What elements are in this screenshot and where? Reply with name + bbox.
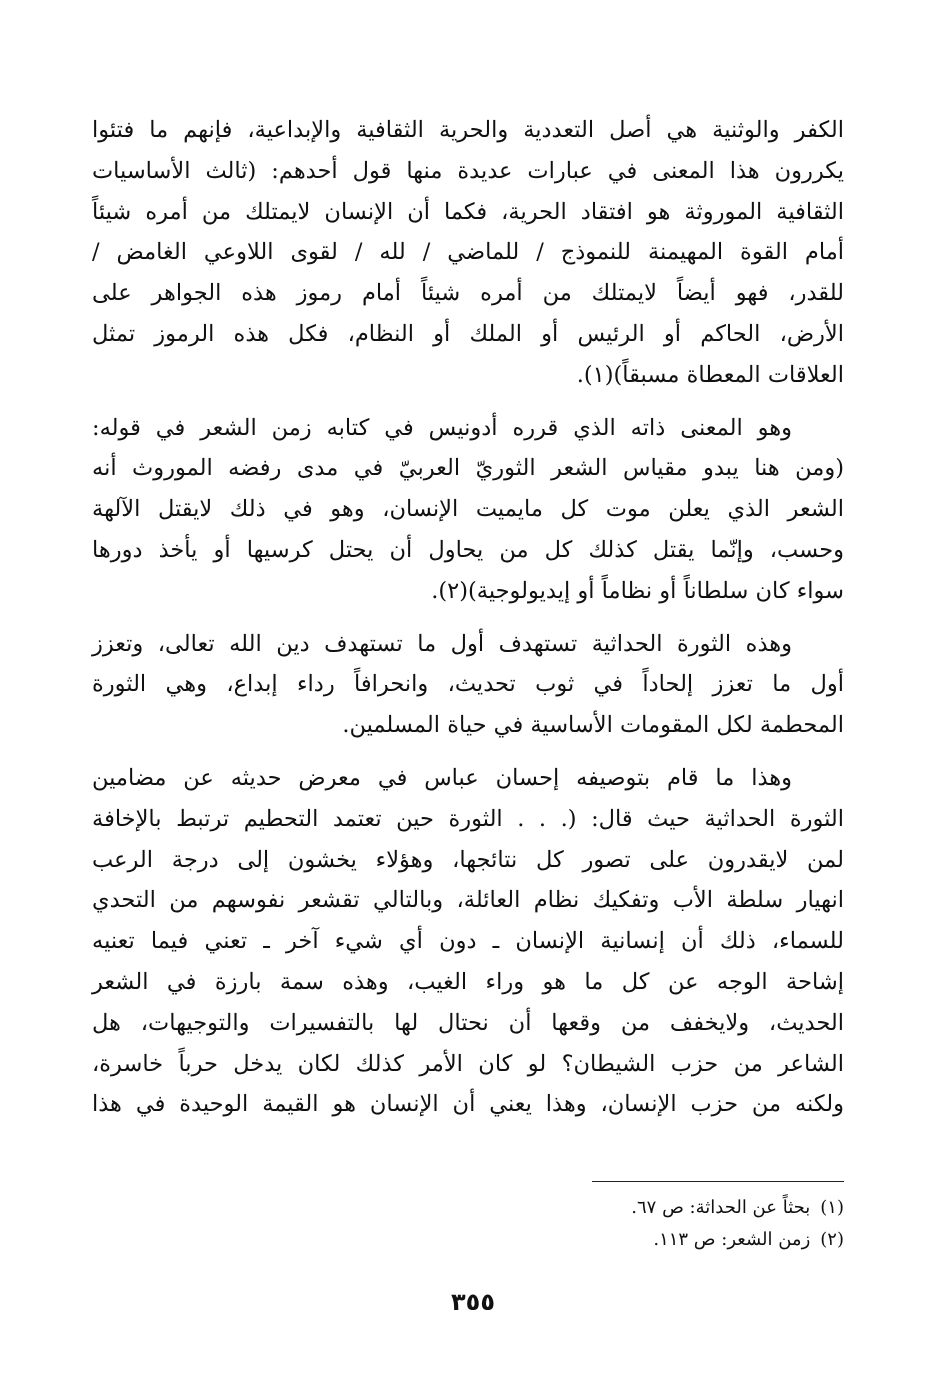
footnote-number: (٢) bbox=[820, 1229, 844, 1250]
text-line: إشاحة الوجه عن كل ما هو وراء الغيب، وهذه سمة بارزة في الشعر bbox=[92, 968, 844, 995]
page-number: ٣٥٥ bbox=[451, 1288, 495, 1316]
text-line: للقدر، فهو أيضاً لايمتلك من أمره شيئاً أمام رموز هذه الجواهر على bbox=[92, 280, 844, 307]
paragraph-1 bbox=[92, 110, 844, 396]
text-line: وهو المعنى ذاته الذي قرره أدونيس في كتابه زمن الشعر في قوله: bbox=[92, 414, 792, 441]
footnote-1 bbox=[424, 1192, 844, 1224]
footnotes bbox=[424, 1192, 844, 1256]
footnote-text: زمن الشعر: ص ١١٣. bbox=[653, 1229, 811, 1250]
text-line: وحسب، وإنّما يقتل كذلك كل من يحاول أن يحتل كرسيها أو يأخذ دورها bbox=[92, 536, 844, 563]
paragraph-2 bbox=[92, 408, 844, 612]
text-line: الشاعر من حزب الشيطان؟ لو كان الأمر كذلك لكان يدخل حرباً خاسرة، bbox=[92, 1050, 844, 1077]
paragraph-3 bbox=[92, 624, 844, 746]
footnote-number: (١) bbox=[820, 1197, 844, 1218]
text-line: وهذا ما قام بتوصيفه إحسان عباس في معرض حديثه عن مضامين bbox=[92, 764, 792, 791]
text-line: (ومن هنا يبدو مقياس الشعر الثوريّ العربيّ في مدى رفضه الموروث أنه bbox=[92, 455, 844, 482]
text-line: يكررون هذا المعنى في عبارات عديدة منها قول أحدهم: (ثالث الأساسيات bbox=[92, 157, 844, 184]
text-line: وهذه الثورة الحداثية تستهدف أول ما تستهدف دين الله تعالى، وتعزز bbox=[92, 630, 792, 657]
text-line: الأرض، الحاكم أو الرئيس أو الملك أو النظام، فكل هذه الرموز تمثل bbox=[92, 320, 844, 347]
text-line: للسماء، ذلك أن إنسانية الإنسان ـ دون أي شيء آخر ـ تعني فيما تعنيه bbox=[92, 928, 844, 955]
text-line: أمام القوة المهيمنة للنموذج / للماضي / لله / لقوى اللاوعي الغامض / bbox=[92, 239, 844, 266]
text-line: الثقافية الموروثة هو افتقاد الحرية، فكما أن الإنسان لايمتلك من أمره شيئاً bbox=[92, 198, 844, 225]
text-line: الشعر الذي يعلن موت كل مايميت الإنسان، وهو في ذلك لايقتل الآلهة bbox=[92, 496, 844, 523]
text-line: ولكنه من حزب الإنسان، وهذا يعني أن الإنسان هو القيمة الوحيدة في هذا bbox=[92, 1091, 844, 1118]
text-line: الثورة الحداثية حيث قال: (. . . الثورة حين تعتمد التحطيم ترتبط بالإخافة bbox=[92, 805, 844, 832]
text-line: لمن لايقدرون على تصور كل نتائجها، وهؤلاء يخشون إلى درجة الرعب bbox=[92, 846, 844, 873]
text-line: أول ما تعزز إلحاداً في ثوب تحديث، وانحرافاً رداء إبداع، وهي الثورة bbox=[92, 671, 844, 698]
text-line: المحطمة لكل المقومات الأساسية في حياة المسلمين. bbox=[342, 712, 844, 739]
text-line: انهيار سلطة الأب وتفكيك نظام العائلة، وبالتالي تقشعر نفوسهم من التحدي bbox=[92, 887, 844, 914]
text-line: سواء كان سلطاناً أو نظاماً أو إيديولوجية)(٢). bbox=[431, 577, 844, 604]
paragraph-4 bbox=[92, 758, 844, 1125]
text-line: الحديث، ولايخفف من وقعها أن نحتال لها بالتفسيرات والتوجيهات، هل bbox=[92, 1009, 844, 1036]
text-line: الكفر والوثنية هي أصل التعددية والحرية الثقافية والإبداعية، فإنهم ما فتئوا bbox=[92, 117, 844, 143]
page-body bbox=[92, 110, 844, 1137]
footnote-2 bbox=[424, 1224, 844, 1256]
footnote-divider bbox=[592, 1181, 844, 1182]
footnote-text: بحثاً عن الحداثة: ص ٦٧. bbox=[631, 1197, 811, 1218]
text-line: العلاقات المعطاة مسبقاً)(١). bbox=[576, 361, 844, 388]
